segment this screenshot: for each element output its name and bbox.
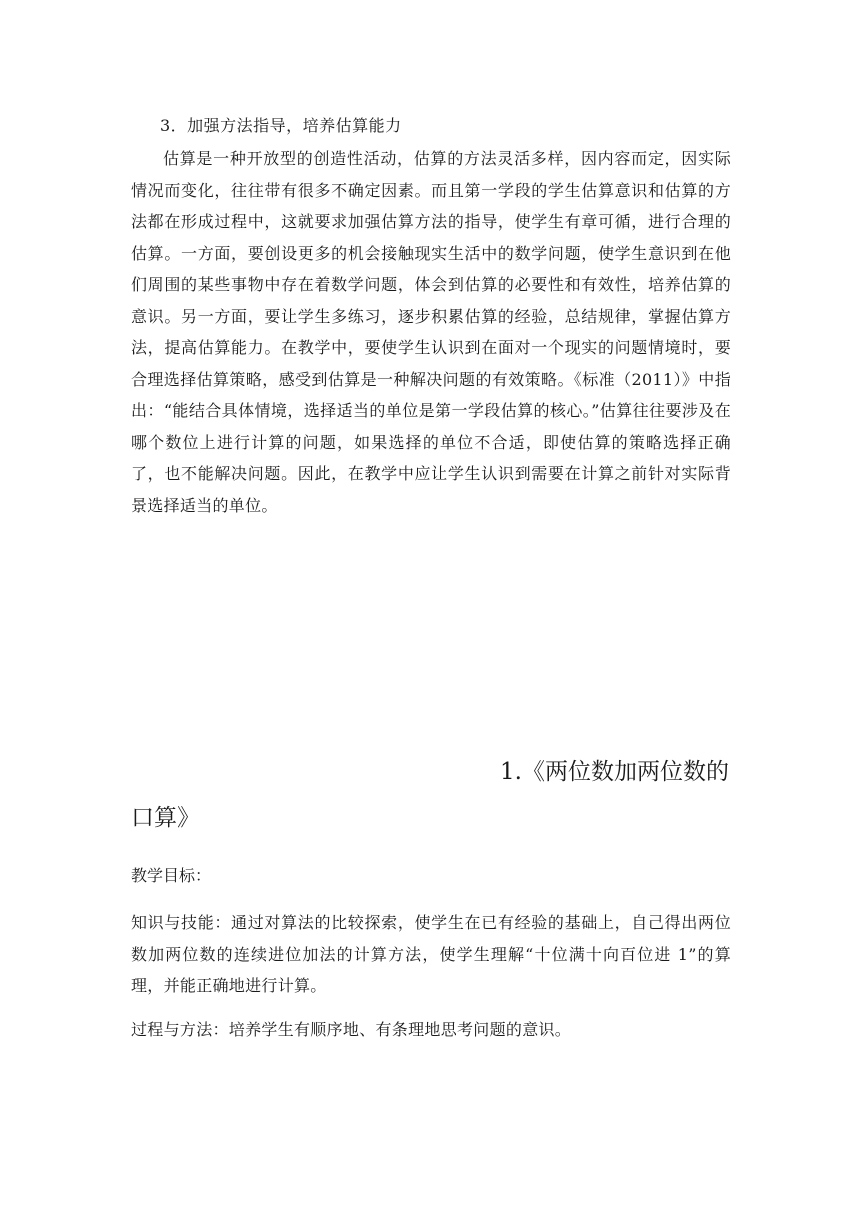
process-methods-paragraph: 过程与方法：培养学生有顺序地、有条理地思考问题的意识。 [131,1020,572,1039]
knowledge-skills-paragraph: 知识与技能：通过对算法的比较探索，使学生在已有经验的基础上，自己得出两位数加两位数的连续进位加法的计算方法，使学生理解“十位满十向百位进 1”的算理，并能正确地进行计算。 [131,913,731,995]
lesson-title: 1.《两位数加两位数的 [500,759,729,785]
section-heading: 3．加强方法指导，培养估算能力 [160,116,402,135]
section-body-paragraph: 估算是一种开放型的创造性活动，估算的方法灵活多样，因内容而定，因实际情况而变化，往往带有很多不确定因素。而且第一学段的学生估算意识和估算的方法都在形成过程中，这就要求加强估算方法的指导，使学生有章可循，进行合理的估算。一方面，要创设更多的机会接触现实生活中的数学问题，使学生意识到在他们周围的某些事物中存在着数学问题，体会到估算的必要性和有效性，培养估算的意识。另一方面，要让学生多练习，逐步积累估算的经验，总结规律，掌握估算方法，提高估算能力。在教学中，要使学生认识到在面对一个现实的问题情境时，要合理选择估算策略，感受到估算是一种解决问题的有效策略。《标准（2011）》中指出：“能结合具体情境，选择适当的单位是第一学段估算的核心。”估算往往要涉及在哪个数位上进行计算的问题，如果选择的单位不合适，即使估算的策略选择正确了，也不能解决问题。因此，在教学中应让学生认识到需要在计算之前针对实际背景选择适当的单位。 [131,149,731,515]
objectives-label: 教学目标： [131,866,212,885]
lesson-title-continuation: 口算》 [131,805,200,831]
